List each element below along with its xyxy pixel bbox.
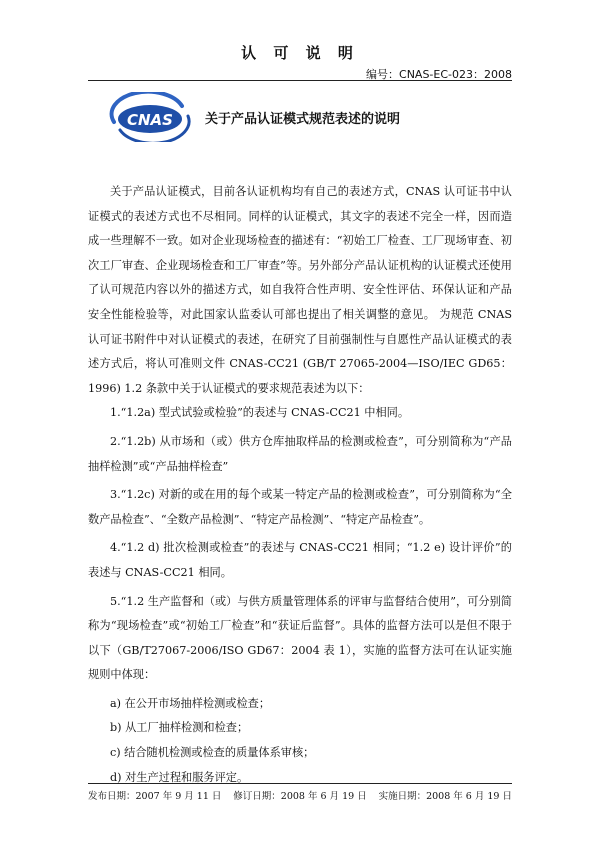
revision-date: 修订日期：2008 年 6 月 19 日: [233, 791, 367, 802]
footer-divider: [88, 783, 512, 784]
list-item-c: c) 结合随机检测或检查的质量体系审核；: [110, 746, 315, 760]
list-item-a: a) 在公开市场抽样检测或检查；: [110, 696, 271, 710]
document-body: [88, 180, 512, 790]
document-heading: 关于产品认证模式规范表述的说明: [205, 112, 401, 127]
clause-5: 5.“1.2 生产监督和（或）与供方质量管理体系的评审与监督结合使用”，可分别简称为“现场检查”或“初始工厂检查”和“获证后监督”。具体的监督方法可以是但不限于以下（GB/T27067-2006/ISO GD67：2004 表 1），实施的监督方法可在认证实施规则中体现：: [88, 594, 512, 682]
clause-1: 1.“1.2a) 型式试验或检验”的表述与 CNAS-CC21 中相同。: [110, 406, 410, 420]
logo-text: CNAS: [127, 111, 173, 129]
clause-2: 2.“1.2b) 从市场和（或）供方仓库抽取样品的检测或检查”，可分别简称为“产品抽样检测”或“产品抽样检查”: [88, 434, 512, 473]
footer: [88, 788, 512, 802]
page-title: 认 可 说 明: [241, 44, 359, 62]
header-divider: [88, 80, 512, 81]
issue-date: 发布日期：2007 年 9 月 11 日: [88, 791, 222, 802]
effective-date: 实施日期：2008 年 6 月 19 日: [378, 791, 512, 802]
cnas-logo: [104, 92, 196, 142]
list-item-b: b) 从工厂抽样检测和检查；: [110, 721, 249, 735]
list-item-d: d) 对生产过程和服务评定。: [110, 770, 249, 784]
intro-paragraph: 关于产品认证模式，目前各认证机构均有自己的表述方式，CNAS 认可证书中认证模式的表述方式也不尽相同。同样的认证模式，其文字的表述不完全一样，因而造成一些理解不一致。如对企业现场检查的描述有：“初始工厂检查、工厂现场审查、初次工厂审查、企业现场检查和工厂审查”等。另外部分产品认证机构的认证模式还使用了认可规范内容以外的描述方式，如自我符合性声明、安全性评估、环保认证和产品安全性能检验等，对此国家认监委认可部也提出了相关调整的意见。 为规范 CNAS 认可证书附件中对认证模式的表述，在研究了目前强制性与自愿性产品认证模式的表述方式后，将认可准则文件 CNAS-CC21 (GB/T 27065-2004—ISO/IEC GD65：1996) 1.2 条款中关于认证模式的要求规范表述为以下：: [88, 185, 512, 395]
clause-3: 3.“1.2c) 对新的或在用的每个或某一特定产品的检测或检查”，可分别简称为“全数产品检查”、“全数产品检测”、“特定产品检测”、“特定产品检查”。: [88, 488, 512, 526]
clause-4: 4.“1.2 d) 批次检测或检查”的表述与 CNAS-CC21 相同；“1.2 e) 设计评价”的表述与 CNAS-CC21 相同。: [88, 541, 512, 579]
document-number: 编号：CNAS-EC-023：2008: [366, 68, 512, 81]
